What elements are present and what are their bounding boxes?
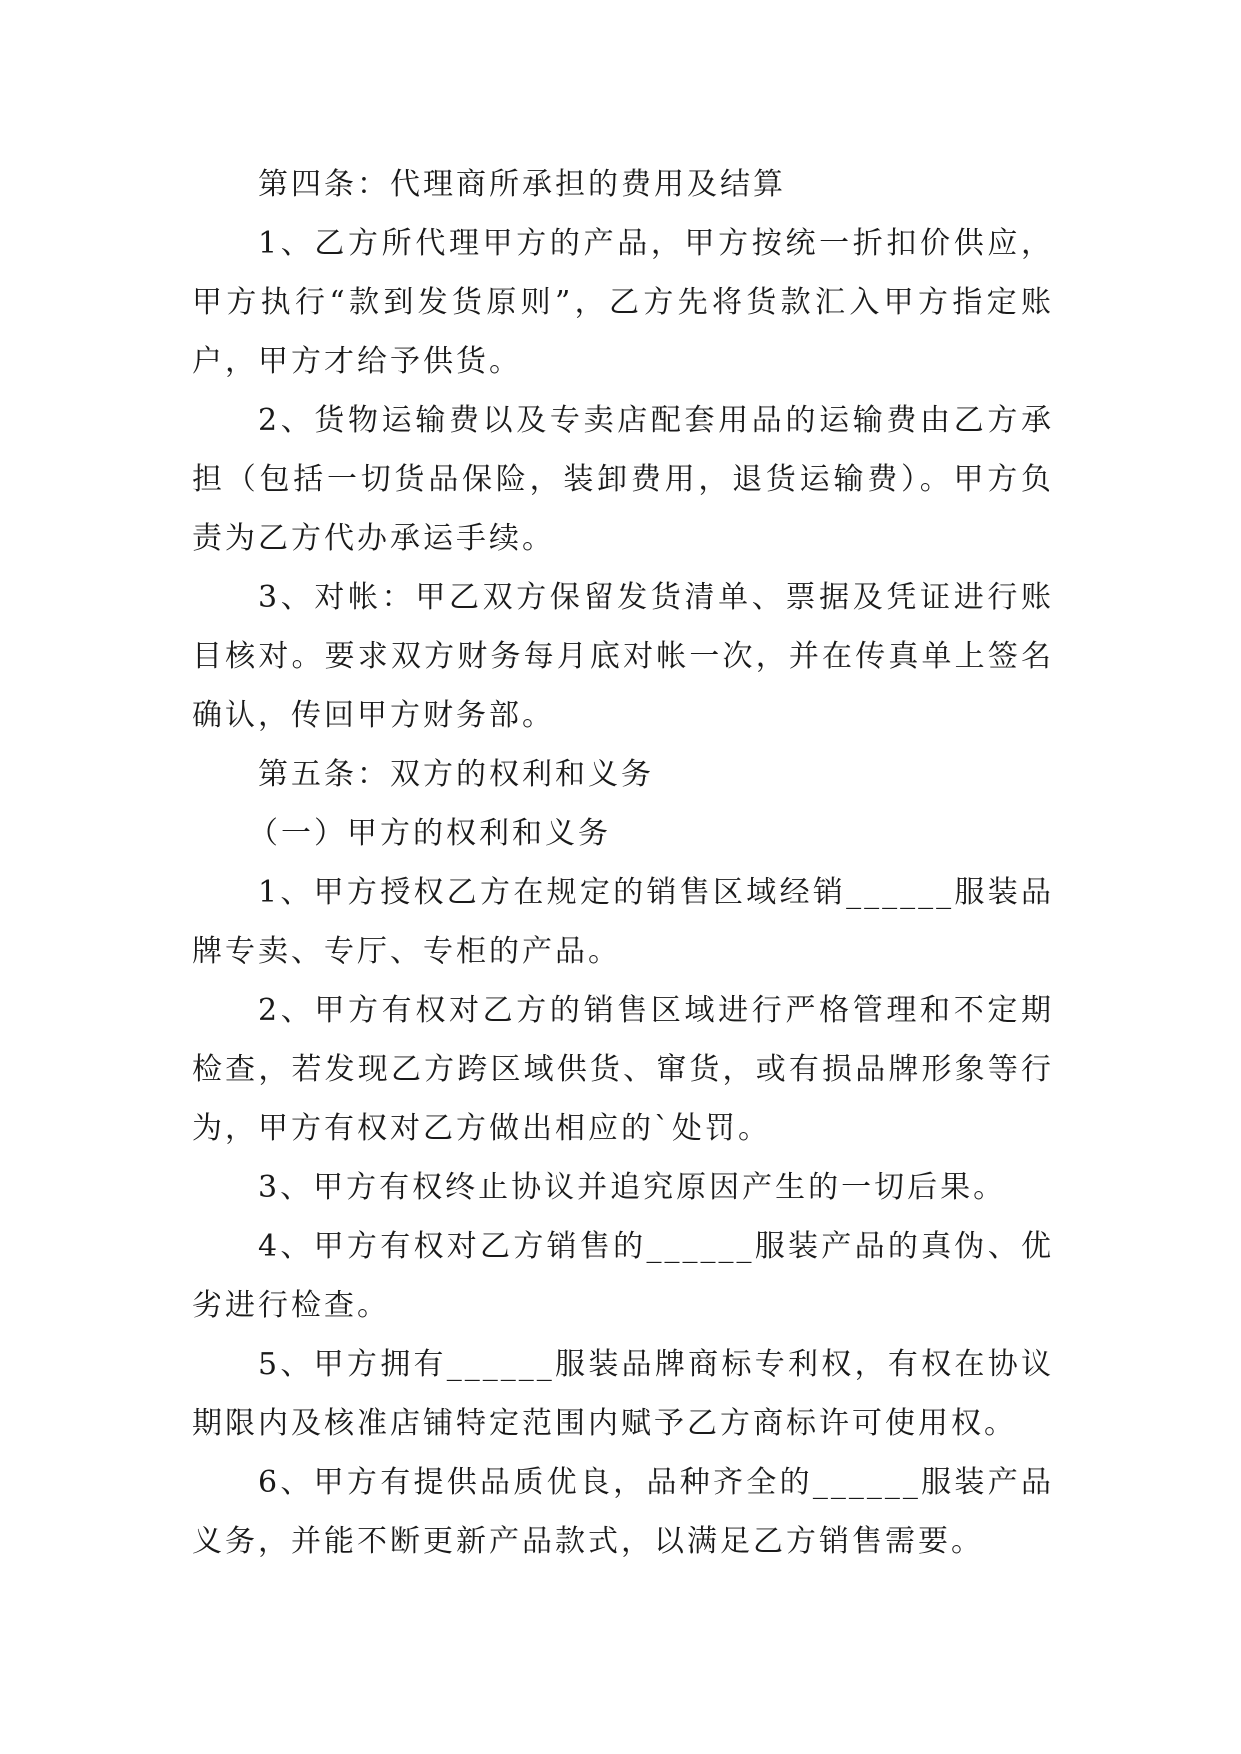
document-body xyxy=(192,155,1054,1571)
party-a-clause-6: 6、甲方有提供品质优良，品种齐全的______服装产品义务，并能不断更新产品款式，以满足乙方销售需要。 xyxy=(192,1465,1054,1559)
article-5-heading: 第五条：双方的权利和义务 xyxy=(258,757,654,792)
article-4-heading: 第四条：代理商所承担的费用及结算 xyxy=(258,167,786,202)
article-4-clause-3: 3、对帐：甲乙双方保留发货清单、票据及凭证进行账目核对。要求双方财务每月底对帐一次，并在传真单上签名确认，传回甲方财务部。 xyxy=(192,580,1054,733)
party-a-clause-5: 5、甲方拥有______服装品牌商标专利权，有权在协议期限内及核准店铺特定范围内赋予乙方商标许可使用权。 xyxy=(192,1347,1054,1441)
article-4-clause-2: 2、货物运输费以及专卖店配套用品的运输费由乙方承担（包括一切货品保险，装卸费用，退货运输费）。甲方负责为乙方代办承运手续。 xyxy=(192,403,1054,556)
party-a-rights-heading: （一）甲方的权利和义务 xyxy=(248,816,611,851)
party-a-clause-2: 2、甲方有权对乙方的销售区域进行严格管理和不定期检查，若发现乙方跨区域供货、窜货，或有损品牌形象等行为，甲方有权对乙方做出相应的`处罚。 xyxy=(192,993,1054,1146)
party-a-clause-3: 3、甲方有权终止协议并追究原因产生的一切后果。 xyxy=(258,1170,1007,1205)
article-4-clause-1: 1、乙方所代理甲方的产品，甲方按统一折扣价供应，甲方执行“款到发货原则”，乙方先将货款汇入甲方指定账户，甲方才给予供货。 xyxy=(192,226,1054,379)
party-a-clause-4: 4、甲方有权对乙方销售的______服装产品的真伪、优劣进行检查。 xyxy=(192,1229,1054,1323)
party-a-clause-1: 1、甲方授权乙方在规定的销售区域经销______服装品牌专卖、专厅、专柜的产品。 xyxy=(192,875,1054,969)
